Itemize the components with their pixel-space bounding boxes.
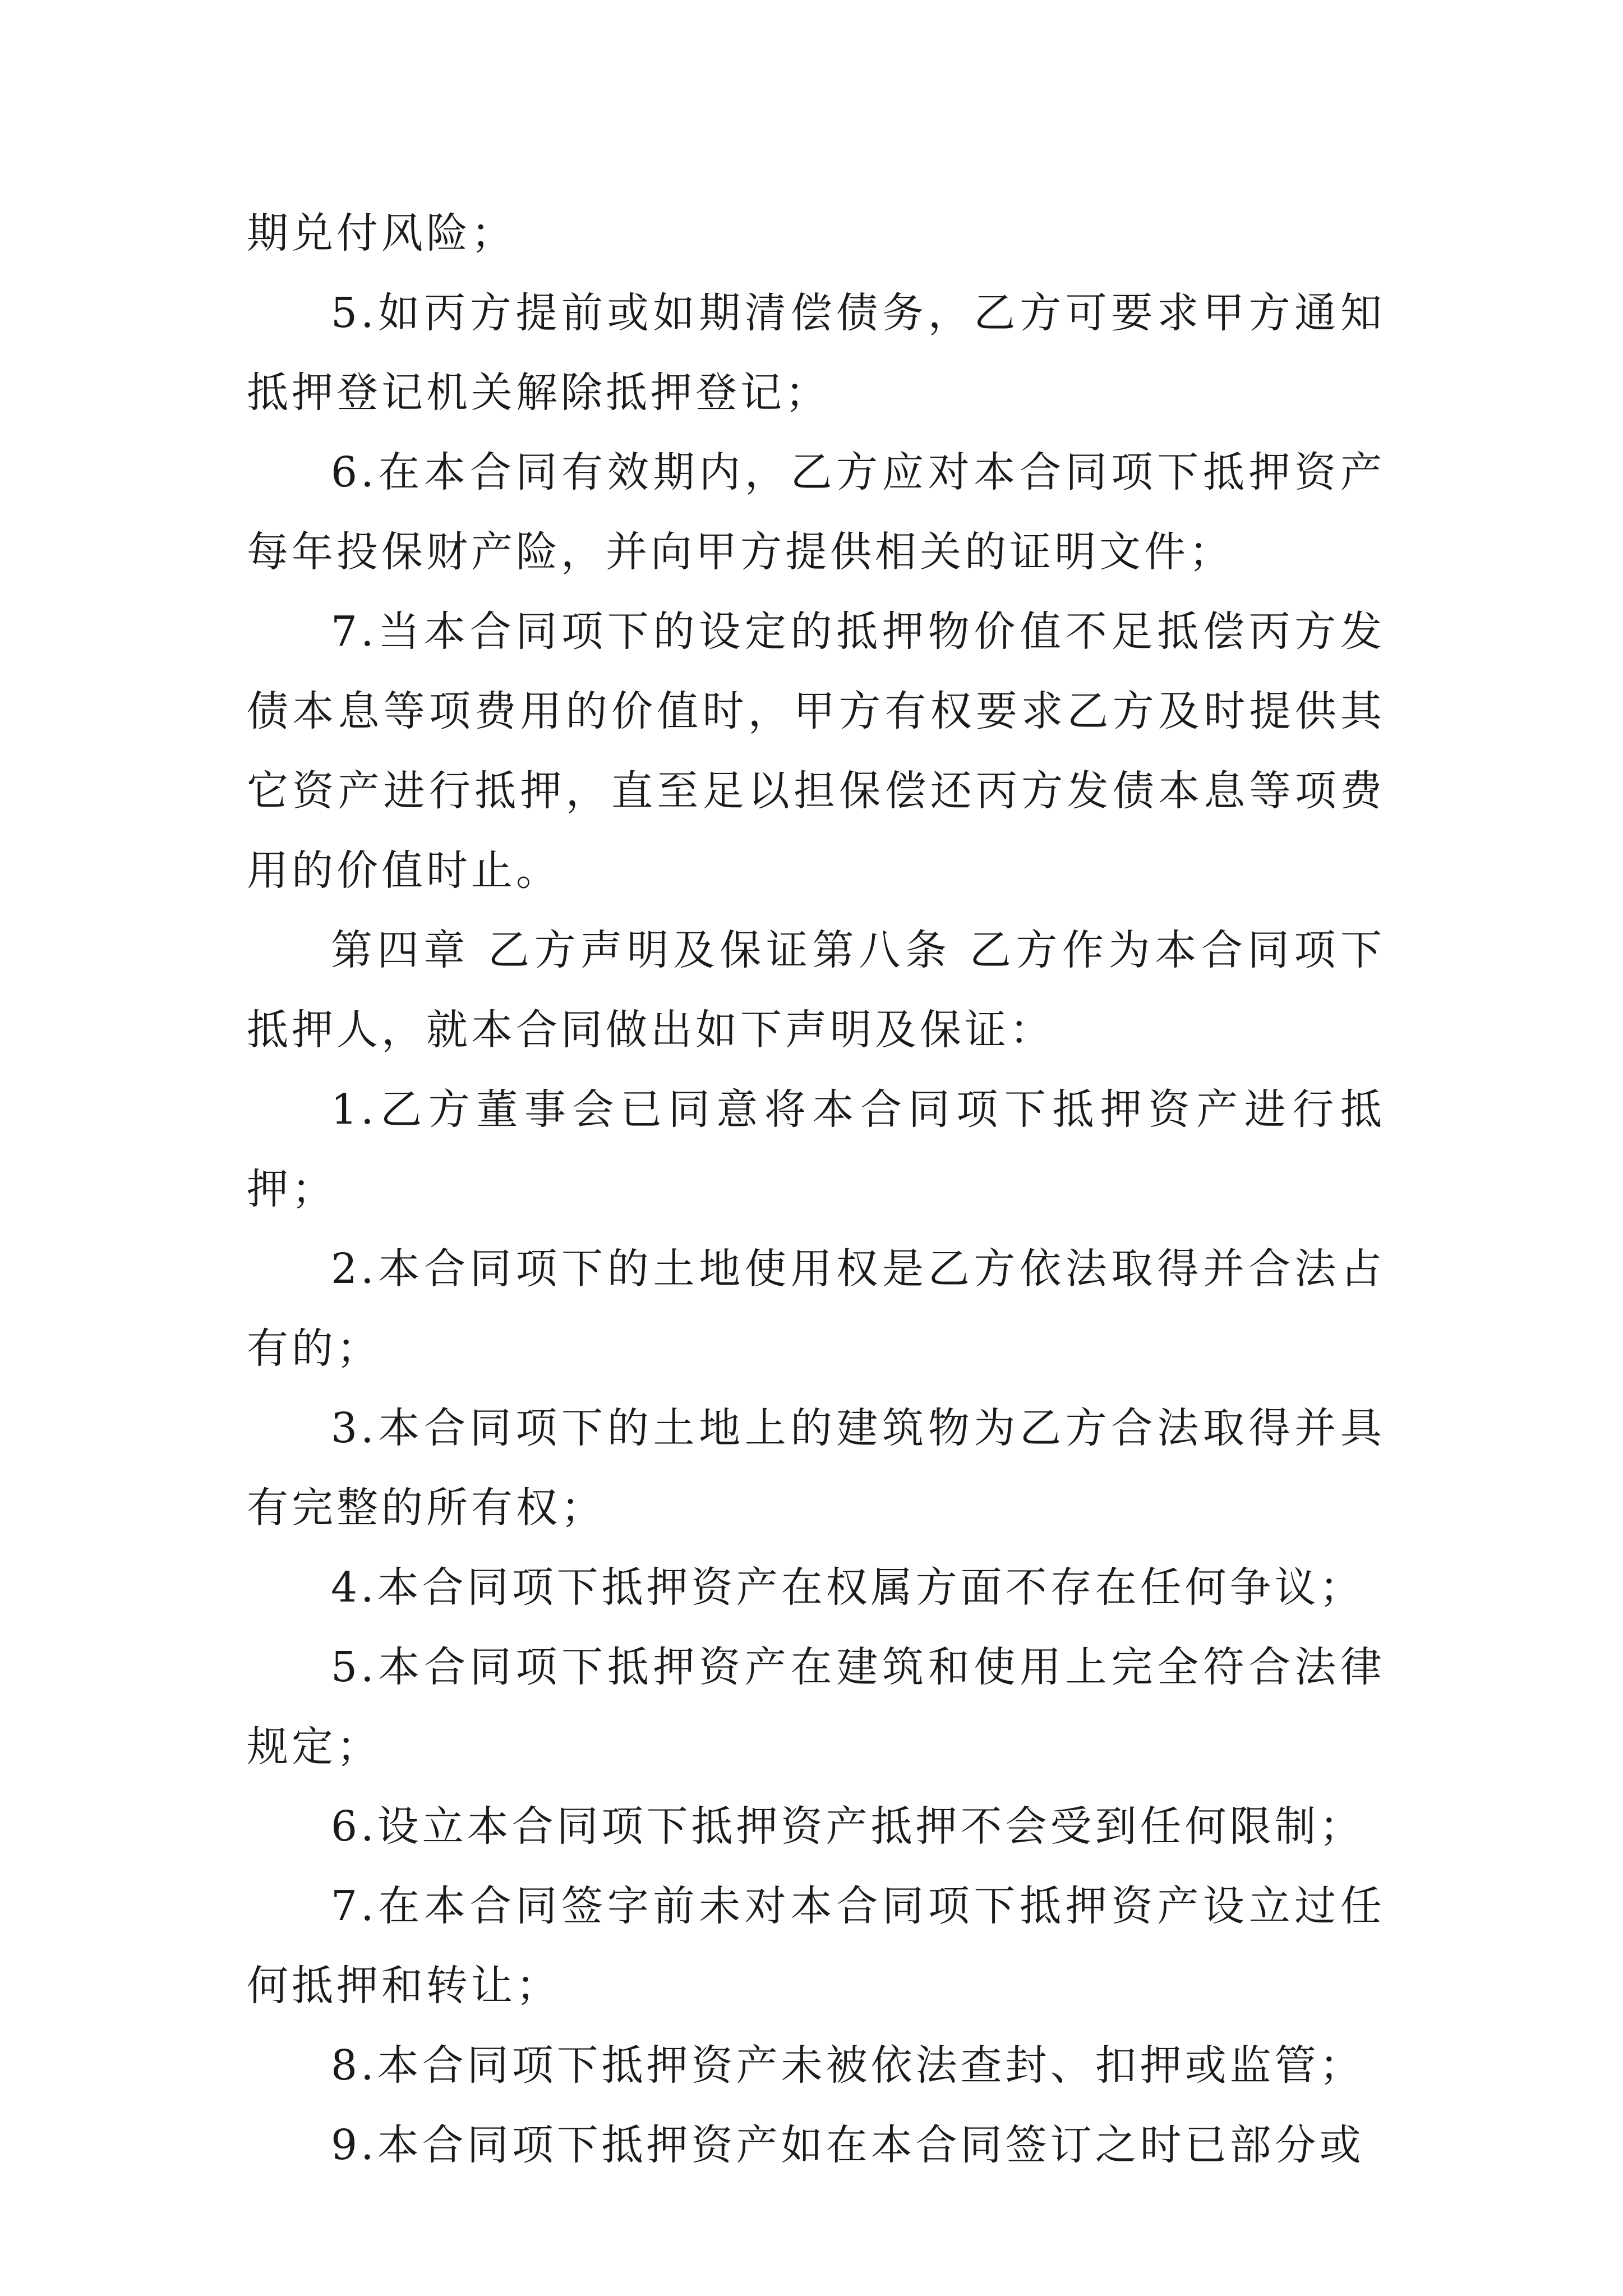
paragraph-chapter-4-heading: 第四章 乙方声明及保证第八条 乙方作为本合同项下抵押人，就本合同做出如下声明及保证： <box>247 926 1385 1054</box>
paragraph-declaration-1: 1.乙方董事会已同意将本合同项下抵押资产进行抵押； <box>247 1085 1385 1213</box>
paragraph-declaration-3: 3.本合同项下的土地上的建筑物为乙方合法取得并具有完整的所有权； <box>247 1404 1385 1532</box>
paragraph-declaration-9: 9.本合同项下抵押资产如在本合同签订之时已部分或 <box>331 2121 1364 2169</box>
paragraph-clause-6-insurance: 6.在本合同有效期内，乙方应对本合同项下抵押资产每年投保财产险，并向甲方提供相关的证明文件； <box>247 448 1385 576</box>
paragraph-declaration-6: 6.设立本合同项下抵押资产抵押不会受到任何限制； <box>331 1802 1364 1851</box>
paragraph-declaration-8: 8.本合同项下抵押资产未被依法查封、扣押或监管； <box>331 2041 1364 2090</box>
document-body <box>247 194 1385 2185</box>
paragraph-declaration-7: 7.在本合同签字前未对本合同项下抵押资产设立过任何抵押和转让； <box>247 1882 1385 2010</box>
paragraph-clause-7-additional-collateral: 7.当本合同项下的设定的抵押物价值不足抵偿丙方发债本息等项费用的价值时，甲方有权要求乙方及时提供其它资产进行抵押，直至足以担保偿还丙方发债本息等项费用的价值时止。 <box>247 608 1385 895</box>
paragraph-clause-5-release-registration: 5.如丙方提前或如期清偿债务，乙方可要求甲方通知抵押登记机关解除抵押登记； <box>247 289 1385 417</box>
paragraph-declaration-4: 4.本合同项下抵押资产在权属方面不存在任何争议； <box>331 1563 1364 1612</box>
paragraph-declaration-2: 2.本合同项下的土地使用权是乙方依法取得并合法占有的； <box>247 1245 1385 1373</box>
paragraph-declaration-5: 5.本合同项下抵押资产在建筑和使用上完全符合法律规定； <box>247 1643 1385 1771</box>
paragraph-continuation: 期兑付风险； <box>247 209 516 257</box>
